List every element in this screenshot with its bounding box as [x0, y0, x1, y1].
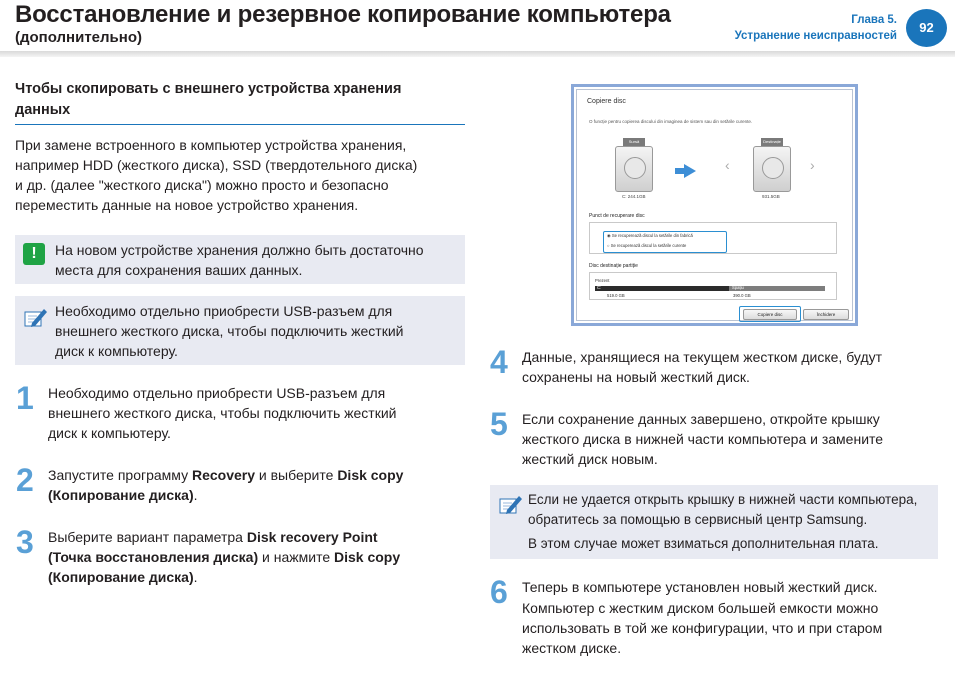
warning-text — [55, 240, 424, 280]
copy-disk-button[interactable]: Copiere disc — [743, 309, 797, 320]
source-disk-icon — [615, 146, 653, 192]
chevron-left-icon[interactable]: ‹ — [725, 157, 730, 173]
chevron-right-icon[interactable]: › — [810, 157, 815, 173]
step-number: 6 — [490, 574, 508, 610]
page-number-badge: 92 — [906, 9, 947, 47]
step-line — [48, 465, 403, 485]
section-heading — [15, 79, 465, 125]
chapter-label — [735, 12, 897, 44]
note-line: Если не удается открыть крышку в нижней части компьютера, — [528, 492, 918, 507]
partition-bar-label: Prezent — [595, 278, 610, 283]
step-line: Необходимо отдельно приобрести USB-разъем для — [48, 385, 386, 401]
page-header — [0, 0, 955, 56]
step-line: жесткий диск новым. — [522, 451, 658, 467]
radio-label: Se recuperează discul la setările curente — [610, 243, 687, 248]
header-divider — [0, 51, 955, 57]
step-text — [48, 383, 397, 443]
step-number: 4 — [490, 344, 508, 380]
partition-bar-used — [595, 286, 729, 291]
note-line: обратитесь за помощью в сервисный центр Samsung. — [528, 512, 868, 527]
section-heading-line: Чтобы скопировать с внешнего устройства хранения — [15, 81, 402, 97]
partition-size-left: 519.0 GB — [607, 293, 625, 298]
dialog-description: O funcție pentru copierea discului din imaginea de sistem sau din setările curente. — [589, 119, 753, 124]
intro-line: и др. (далее "жесткого диска") можно просто и безопасно — [15, 177, 389, 193]
note-box — [490, 485, 938, 559]
radio-label: Se recuperează discul la setările din fabrică — [611, 233, 693, 238]
source-tag: Sursă — [623, 138, 645, 146]
step-line: диск к компьютеру. — [48, 425, 171, 441]
step-number: 3 — [16, 524, 34, 560]
step-number: 1 — [16, 380, 34, 416]
restore-point-label: Punct de recuperare disc — [589, 213, 645, 219]
text-run: и нажмите — [258, 549, 334, 565]
step-line: Данные, хранящиеся на текущем жестком диске, будут — [522, 349, 883, 365]
destination-disk-icon — [753, 146, 791, 192]
step-text — [48, 465, 403, 505]
text-run-bold: Recovery — [191, 467, 256, 483]
dest-partition-label: Disc destinație partiție — [589, 263, 638, 269]
step-line — [48, 547, 400, 567]
warning-line: места для сохранения ваших данных. — [55, 262, 303, 278]
step-line — [48, 527, 400, 547]
intro-line: переместить данные на новое устройство хранения. — [15, 197, 359, 213]
radio-current[interactable]: ○ Se recuperează discul la setările curente — [607, 243, 687, 248]
chapter-number: Глава 5. — [851, 14, 897, 26]
step-line — [48, 567, 400, 587]
note-line: В этом случае может взиматься дополнительная плата. — [528, 536, 879, 551]
step-line: жесткого диска в нижней части компьютера и замените — [522, 431, 884, 447]
note-text — [528, 490, 917, 554]
intro-paragraph — [15, 135, 465, 215]
dialog-title: Copiere disc — [587, 98, 626, 105]
destination-capacity: 931.5GB — [762, 194, 780, 199]
destination-tag: Destinație — [761, 138, 783, 146]
section-heading-line: данных — [15, 102, 71, 118]
text-run-bold: Disk copy — [337, 467, 404, 483]
close-button[interactable]: Închidere — [803, 309, 849, 320]
partition-c-label: C: — [597, 285, 602, 290]
text-run: Выберите вариант параметра — [48, 529, 247, 545]
note-line: диск к компьютеру. — [55, 343, 178, 359]
text-run-bold: Disk copy — [334, 549, 401, 565]
step-line: внешнего жесткого диска, чтобы подключить жесткий — [48, 405, 397, 421]
source-capacity: C: 244.1GB — [622, 194, 646, 199]
step-line: жестком диске. — [522, 640, 622, 656]
disk-copy-screenshot — [571, 84, 858, 326]
step-text — [48, 527, 400, 587]
text-run-bold: (Копирование диска) — [48, 487, 194, 503]
text-run-bold: Disk recovery Point — [246, 529, 378, 545]
note-text — [55, 301, 404, 361]
note-pen-icon — [22, 306, 48, 330]
partition-space-label: Spațiu — [732, 285, 744, 290]
chapter-title: Устранение неисправностей — [734, 30, 897, 42]
step-text — [522, 347, 882, 387]
text-run: . — [193, 569, 198, 585]
warning-line: На новом устройстве хранения должно быть достаточно — [55, 242, 424, 258]
note-line: Необходимо отдельно приобрести USB-разъем для — [55, 303, 393, 319]
step-number: 5 — [490, 406, 508, 442]
arrow-right-icon — [684, 164, 696, 178]
step-number: 2 — [16, 462, 34, 498]
radio-factory[interactable]: ◉ Se recuperează discul la setările din fabrică — [607, 233, 693, 238]
text-run: . — [193, 487, 198, 503]
step-line: Компьютер с жестким диском большей емкости можно — [522, 600, 879, 616]
step-line: сохранены на новый жесткий диск. — [522, 369, 750, 385]
text-run-bold: (Точка восстановления диска) — [48, 549, 259, 565]
note-pen-icon — [497, 493, 523, 517]
step-line: Теперь в компьютере установлен новый жесткий диск. — [522, 579, 878, 595]
warning-box — [15, 235, 465, 284]
step-text — [522, 577, 882, 658]
intro-line: например HDD (жесткого диска), SSD (твердотельного диска) — [15, 157, 418, 173]
partition-size-right: 390.0 GB — [733, 293, 751, 298]
page-subtitle: (дополнительно) — [15, 29, 142, 46]
step-text — [522, 409, 883, 469]
step-line: Если сохранение данных завершено, откройте крышку — [522, 411, 880, 427]
intro-line: При замене встроенного в компьютер устройства хранения, — [15, 137, 407, 153]
text-run: и выберите — [255, 467, 338, 483]
note-line: внешнего жесткого диска, чтобы подключить жесткий — [55, 323, 404, 339]
step-line — [48, 485, 403, 505]
page-title: Восстановление и резервное копирование компьютера — [15, 1, 671, 28]
text-run: Запустите программу — [48, 467, 192, 483]
note-box — [15, 296, 465, 365]
step-line: использовать в той же конфигурации, что и при старом — [522, 620, 883, 636]
exclamation-icon: ! — [23, 243, 45, 265]
text-run-bold: (Копирование диска) — [48, 569, 194, 585]
dialog-window — [576, 89, 853, 321]
